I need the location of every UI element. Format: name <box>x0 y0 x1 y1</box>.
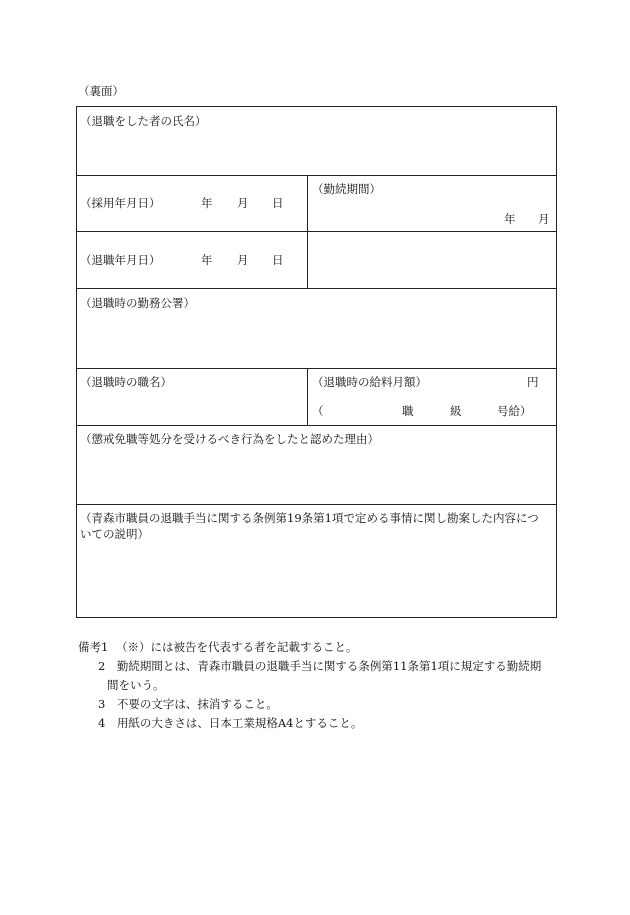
page-header: （裏面） <box>78 84 124 98</box>
table-border-top <box>76 106 557 107</box>
note-item-continuation: 間をいう。 <box>107 678 165 692</box>
table-rule <box>76 368 557 369</box>
note-item: 2 勤続期間とは、青森市職員の退職手当に関する条例第11条第1項に規定する勤続期 <box>98 659 542 673</box>
table-rule <box>76 288 557 289</box>
retirement-date-month: 月 <box>237 253 249 267</box>
explanation-label-line1: （青森市職員の退職手当に関する条例第19条第1項で定める事情に関し勘案した内容につ <box>80 511 539 525</box>
service-period-month: 月 <box>538 212 550 226</box>
table-border-left <box>76 106 77 618</box>
retirement-date-day: 日 <box>272 253 284 267</box>
salary-gokyu: 号給） <box>497 404 532 418</box>
service-period-label: （勤続期間） <box>312 182 381 196</box>
salary-label: （退職時の給料月額） <box>312 375 427 389</box>
note-item: 3 不要の文字は、抹消すること。 <box>98 697 278 711</box>
hire-date-label: （採用年月日） <box>80 196 161 210</box>
explanation-label-line2: いての説明） <box>80 527 149 541</box>
table-rule <box>76 425 557 426</box>
retirement-date-label: （退職年月日） <box>80 253 161 267</box>
note-item: 4 用紙の大きさは、日本工業規格A4とすること。 <box>98 716 363 730</box>
hire-date-month: 月 <box>237 196 249 210</box>
hire-date-day: 日 <box>272 196 284 210</box>
notes-title: 備考1 <box>78 640 109 654</box>
table-rule <box>76 504 557 505</box>
reason-label: （懲戒免職等処分を受けるべき行為をしたと認めた理由） <box>80 432 379 446</box>
table-divider <box>307 175 308 289</box>
service-period-year: 年 <box>504 212 516 226</box>
salary-open-paren: （ <box>312 404 324 418</box>
retirement-date-year: 年 <box>201 253 213 267</box>
office-label: （退職時の勤務公署） <box>80 296 195 310</box>
note-item: （※）には被告を代表する者を記載すること。 <box>116 640 358 654</box>
salary-shoku: 職 <box>402 404 414 418</box>
hire-date-year: 年 <box>201 196 213 210</box>
position-label: （退職時の職名） <box>80 375 172 389</box>
table-rule <box>76 175 557 176</box>
retiree-name-label: （退職をした者の氏名） <box>80 114 207 128</box>
salary-yen: 円 <box>527 375 539 389</box>
table-border-bottom <box>76 617 557 618</box>
table-divider <box>307 368 308 426</box>
salary-kyu: 級 <box>450 404 462 418</box>
table-rule <box>76 231 557 232</box>
table-border-right <box>556 106 557 618</box>
